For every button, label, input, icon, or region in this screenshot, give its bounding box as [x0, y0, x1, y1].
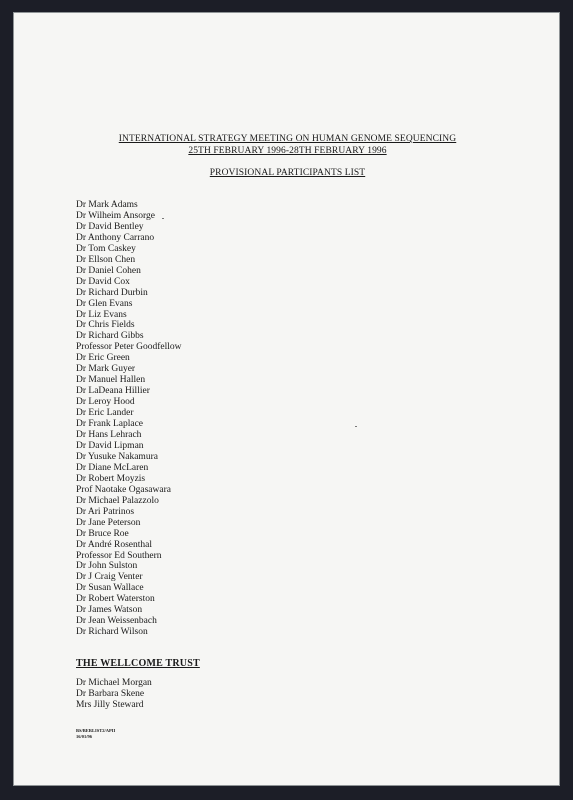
list-item: Dr Ellson Chen [76, 254, 136, 265]
list-item: Dr Eric Lander [76, 408, 134, 419]
list-item: Dr Leroy Hood [76, 397, 135, 408]
list-item: Dr Anthony Carrano [76, 232, 155, 243]
list-item: Dr Michael Palazzolo [76, 495, 159, 506]
list-item: Dr Mark Guyer [76, 364, 136, 375]
list-item: Dr André Rosenthal [76, 539, 152, 550]
meeting-dates: 25TH FEBRUARY 1996-28TH FEBRUARY 1996 [188, 146, 387, 156]
list-item: Dr Richard Wilson [76, 627, 148, 638]
paper-speck [355, 426, 357, 427]
list-item: Dr Manuel Hallen [76, 375, 146, 386]
list-item: Dr Mark Adams [76, 200, 138, 210]
list-item: Dr John Sulston [76, 561, 138, 572]
list-item: Dr Frank Laplace [76, 419, 143, 430]
list-item: Dr David Bentley [76, 221, 144, 232]
list-item: Dr Chris Fields [76, 320, 135, 331]
list-item: Dr David Lipman [76, 440, 144, 451]
paper-speck [162, 218, 164, 219]
list-item: Dr Eric Green [76, 353, 130, 364]
list-item: Dr Wilheim Ansorge [76, 210, 155, 221]
reference-date: 16/01/96 [76, 734, 93, 739]
list-item: Dr Michael Morgan [76, 678, 152, 688]
list-title: PROVISIONAL PARTICIPANTS LIST [209, 168, 366, 178]
list-item: Dr Diane McLaren [76, 462, 149, 473]
reference-code: BS/BERLIST2/APII [76, 728, 116, 733]
list-item: Dr LaDeana Hillier [76, 386, 150, 397]
list-item: Dr Jean Weissenbach [76, 616, 157, 627]
list-item: Dr Richard Durbin [76, 287, 148, 298]
list-item: Dr David Cox [76, 276, 130, 287]
list-item: Prof Naotake Ogasawara [76, 484, 171, 495]
list-item: Dr Hans Lehrach [76, 430, 142, 441]
list-item: Dr Jane Peterson [76, 517, 141, 528]
list-item: Dr Tom Caskey [76, 243, 136, 254]
list-item: Mrs Jilly Steward [76, 699, 144, 710]
list-item: Dr Daniel Cohen [76, 265, 141, 276]
wellcome-members-list [76, 678, 152, 711]
list-item: Dr Ari Patrinos [76, 506, 135, 517]
list-item: Dr James Watson [76, 605, 143, 616]
list-item: Dr Robert Waterston [76, 594, 155, 605]
document-reference [76, 728, 115, 740]
list-item: Professor Peter Goodfellow [76, 342, 182, 353]
list-item: Dr J Craig Venter [76, 572, 143, 583]
list-item: Dr Bruce Roe [76, 528, 129, 539]
list-item: Dr Richard Gibbs [76, 331, 144, 342]
meeting-title: INTERNATIONAL STRATEGY MEETING ON HUMAN GENOME SEQUENCING [118, 134, 457, 144]
list-item: Dr Glen Evans [76, 298, 133, 309]
list-item: Dr Liz Evans [76, 309, 127, 320]
list-item: Dr Yusuke Nakamura [76, 451, 158, 462]
list-item: Dr Susan Wallace [76, 583, 144, 594]
document-page [13, 12, 560, 786]
wellcome-trust-heading: THE WELLCOME TRUST [76, 658, 200, 669]
list-item: Professor Ed Southern [76, 550, 162, 561]
list-item: Dr Robert Moyzis [76, 473, 146, 484]
list-item: Dr Barbara Skene [76, 688, 145, 699]
participants-list [76, 200, 182, 638]
